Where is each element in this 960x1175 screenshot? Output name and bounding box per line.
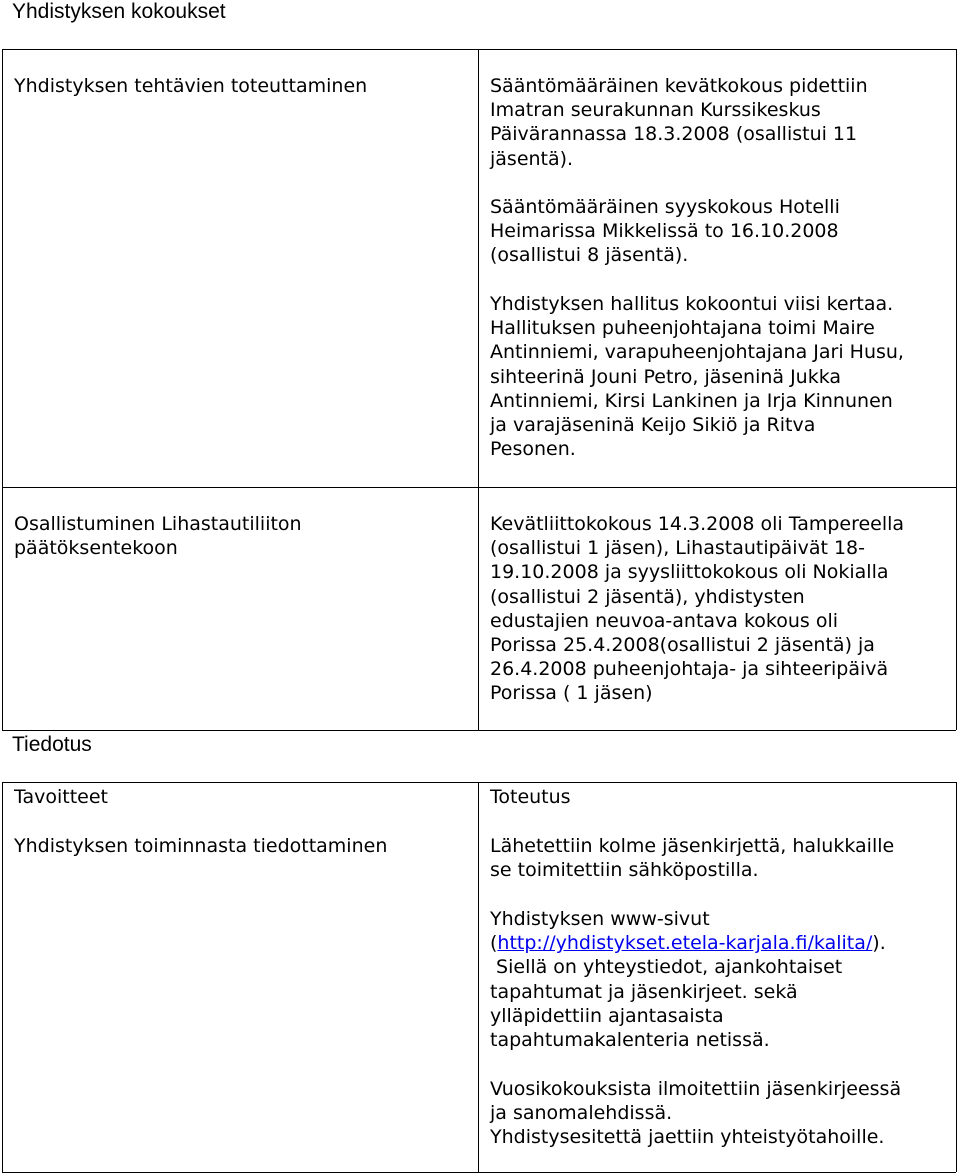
text-line: jäsentä). xyxy=(490,147,574,170)
text-line: Antinniemi, Kirsi Lankinen ja Irja Kinnunen xyxy=(490,389,893,412)
row-label-liiton-paatoksenteko xyxy=(14,512,302,560)
table2-mid-border xyxy=(478,782,479,1172)
paragraph-vuosikokoukset xyxy=(490,1077,901,1150)
text-line: 26.4.2008 puheenjohtaja- ja sihteeripäivä xyxy=(490,658,889,681)
text-line: Pesonen. xyxy=(490,438,576,461)
paragraph-liittokokoukset xyxy=(490,512,904,706)
row-label-tiedottaminen: Yhdistyksen toiminnasta tiedottaminen xyxy=(14,835,388,857)
text-line: Osallistuminen Lihastautiliiton xyxy=(14,513,302,535)
row-label-tehtavien-toteuttaminen: Yhdistyksen tehtävien toteuttaminen xyxy=(14,75,368,97)
paragraph-www-sivut xyxy=(490,907,886,1052)
website-link[interactable]: http://yhdistykset.etela-karjala.fi/kalita/ xyxy=(497,932,873,955)
table2-bottom-border xyxy=(2,1172,956,1173)
section-heading-tiedotus: Tiedotus xyxy=(12,733,92,756)
table1-right-border xyxy=(956,49,957,730)
text-line: edustajien neuvoa-antava kokous oli xyxy=(490,609,839,632)
text-line: Yhdistyksen www-sivut xyxy=(490,908,710,930)
text-line: ja varajäseninä Keijo Sikiö ja Ritva xyxy=(490,414,816,437)
text-line: (osallistui 1 jäsen), Lihastautipäivät 18- xyxy=(490,537,865,560)
column-header-toteutus: Toteutus xyxy=(490,786,571,808)
text-line: Siellä on yhteystiedot, ajankohtaiset xyxy=(490,956,843,979)
text-line: se toimitettiin sähköpostilla. xyxy=(490,859,759,882)
text-line: tapahtumakalenteria netissä. xyxy=(490,1029,770,1052)
text-line: Yhdistyksen hallitus kokoontui viisi kertaa. xyxy=(490,293,894,315)
text-line: Vuosikokouksista ilmoitettiin jäsenkirjeessä xyxy=(490,1078,902,1100)
text-line: Sääntömääräinen kevätkokous pidettiin xyxy=(490,75,868,97)
table1-mid-border xyxy=(478,49,479,730)
table2-left-border xyxy=(2,782,3,1172)
text-line: ylläpidettiin ajantasaista xyxy=(490,1004,724,1027)
text-line: Kevätliittokokous 14.3.2008 oli Tampereella xyxy=(490,513,905,535)
text-line: Porissa ( 1 jäsen) xyxy=(490,682,653,705)
paragraph-syyskokous xyxy=(490,195,840,268)
text-line: Hallituksen puheenjohtajana toimi Maire xyxy=(490,317,875,340)
text-line: sihteerinä Jouni Petro, jäseninä Jukka xyxy=(490,365,842,388)
text-line: Päivärannassa 18.3.2008 (osallistui 11 xyxy=(490,123,858,146)
text-line: Heimarissa Mikkelissä to 16.10.2008 xyxy=(490,220,839,243)
table2-top-border xyxy=(2,782,956,783)
text-line: tapahtumat ja jäsenkirjeet. sekä xyxy=(490,980,798,1003)
section-heading-kokoukset: Yhdistyksen kokoukset xyxy=(12,0,226,23)
column-header-tavoitteet: Tavoitteet xyxy=(14,786,108,808)
table1-left-border xyxy=(2,49,3,730)
text-line: Porissa 25.4.2008(osallistui 2 jäsentä) ja xyxy=(490,634,875,657)
table1-top-border xyxy=(2,49,956,50)
table1-row-divider xyxy=(2,487,956,488)
table2-right-border xyxy=(956,782,957,1172)
text-line: ja sanomalehdissä. xyxy=(490,1102,673,1125)
paren-open: ( xyxy=(490,932,498,955)
text-line: (osallistui 8 jäsentä). xyxy=(490,244,689,267)
paragraph-hallitus xyxy=(490,292,904,461)
text-line: Lähetettiin kolme jäsenkirjettä, halukkaille xyxy=(490,835,895,857)
text-line: Antinniemi, varapuheenjohtajana Jari Husu, xyxy=(490,341,904,364)
paragraph-kevatkokous xyxy=(490,74,868,171)
link-line xyxy=(490,931,886,955)
paragraph-jasenkirjeet xyxy=(490,834,894,882)
text-line: Sääntömääräinen syyskokous Hotelli xyxy=(490,196,840,218)
paren-close: ). xyxy=(872,932,886,955)
text-line: (osallistui 2 jäsentä), yhdistysten xyxy=(490,585,805,608)
table1-bottom-border xyxy=(2,730,956,731)
text-line: Imatran seurakunnan Kurssikeskus xyxy=(490,99,821,122)
text-line: Yhdistysesitettä jaettiin yhteistyötahoille. xyxy=(490,1126,885,1149)
text-line: päätöksentekoon xyxy=(14,537,178,560)
text-line: 19.10.2008 ja syysliittokokous oli Nokialla xyxy=(490,561,889,584)
